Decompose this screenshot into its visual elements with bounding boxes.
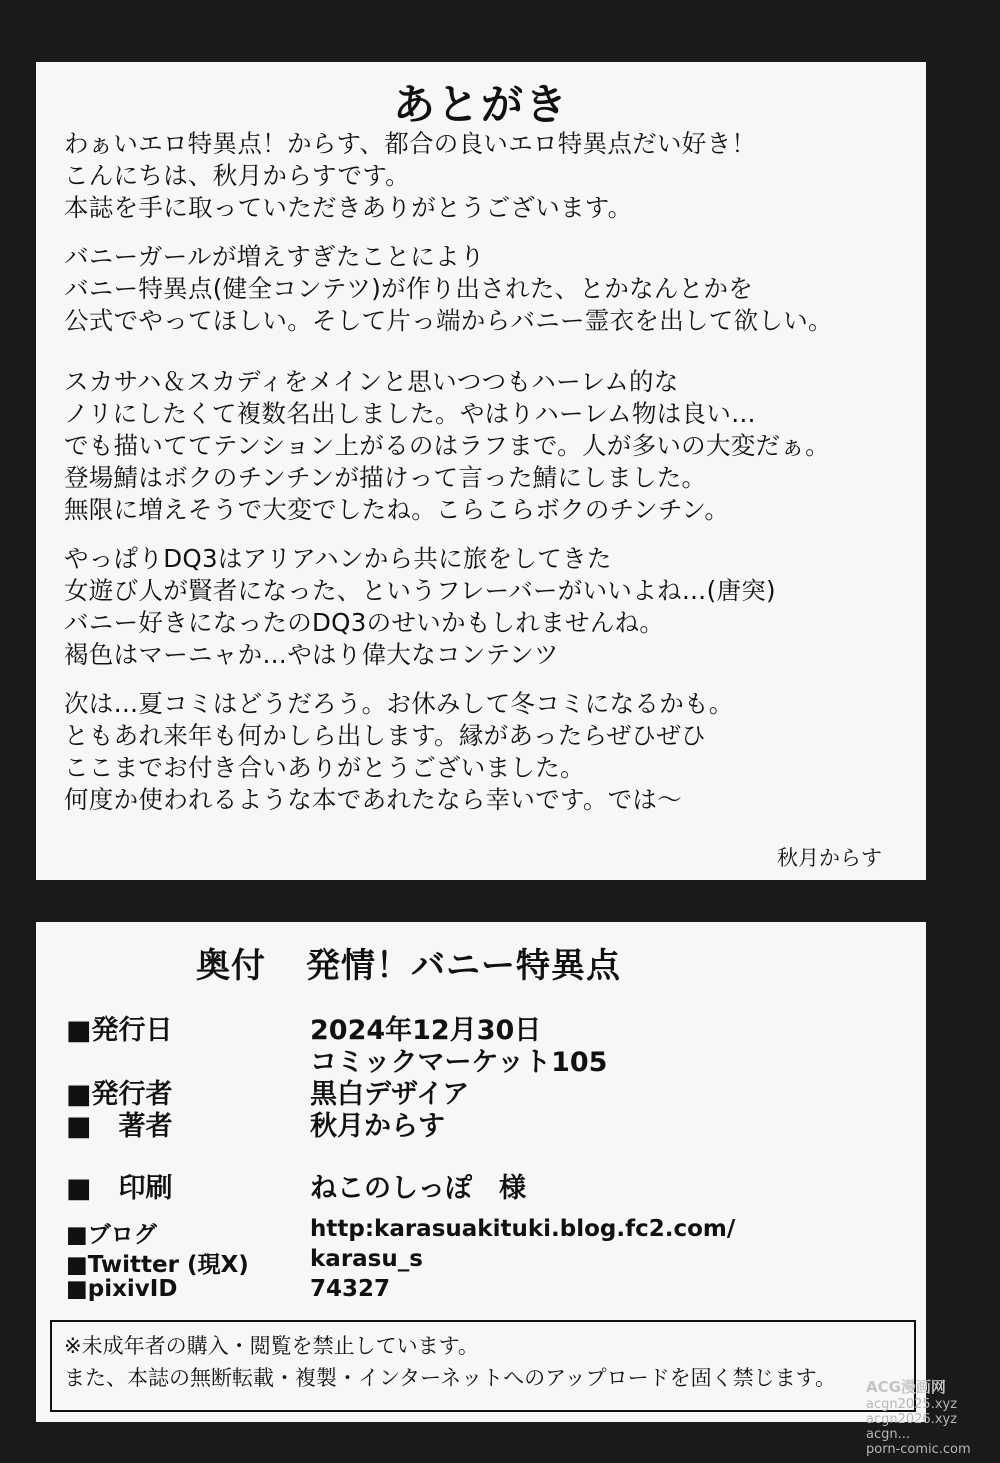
colophon-value: 2024年12月30日 (310, 1015, 542, 1046)
afterword-paragraph (64, 352, 924, 526)
age-restriction-notice (50, 1320, 916, 1412)
afterword-line: こんにちは、秋月からすです。 (64, 161, 410, 190)
afterword-line: スカサハ＆スカディをメインと思いつつもハーレム的な (64, 367, 679, 396)
afterword-line: 無限に増えそうで大変でしたね。こらこらボクのチンチン。 (64, 495, 730, 524)
book-title: 発情！バニー特異点 (306, 946, 621, 986)
afterword-line: ともあれ来年も何かしら出します。縁があったらぜひぜひ (64, 721, 706, 750)
blog-url: http:karasuakituki.blog.fc2.com/ (310, 1216, 736, 1242)
afterword-line: 何度か使われるような本であれたなら幸いです。では～ (64, 785, 683, 814)
afterword-body (64, 128, 924, 833)
watermark-logo: ACG漫画网 (866, 1378, 946, 1396)
afterword-line: バニー特異点(健全コンテツ)が作り出された、とかなんとかを (64, 274, 754, 303)
afterword-line: 本誌を手に取っていただきありがとうございます。 (64, 193, 633, 222)
afterword-line: やっぱりDQ3はアリアハンから共に旅をしてきた (64, 544, 612, 573)
colophon-title (196, 938, 621, 987)
colophon-label: ■ブログ (66, 1222, 157, 1248)
colophon-value: ねこのしっぽ 様 (310, 1173, 526, 1204)
afterword-line: バニーガールが増えすぎたことにより (64, 242, 485, 271)
afterword-line: ノリにしたくて複数名出しました。やはりハーレム物は良い… (64, 399, 756, 428)
watermark-line: acgn2026.xyz (866, 1412, 958, 1427)
afterword-line: わぁいエロ特異点！からす、都合の良いエロ特異点だい好き！ (64, 129, 757, 158)
afterword-line: 次は…夏コミはどうだろう。お休みして冬コミになるかも。 (64, 689, 734, 718)
watermark-line: porn-comic.com (866, 1442, 971, 1457)
afterword-signature: 秋月からす (777, 846, 882, 870)
afterword-line: バニー好きになったのDQ3のせいかもしれませんね。 (64, 608, 665, 637)
pixiv-id: 74327 (310, 1276, 391, 1302)
colophon-label: ■ 印刷 (66, 1173, 173, 1204)
notice-line: ※未成年者の購入・閲覧を禁止しています。 (64, 1334, 479, 1358)
colophon-title-label: 奥付 (196, 946, 266, 986)
afterword-line: でも描いててテンション上がるのはラフまで。人が多いの大変だぁ。 (64, 431, 830, 460)
afterword-paragraph (64, 688, 924, 816)
colophon-panel (36, 922, 926, 1422)
afterword-paragraph (64, 241, 924, 337)
afterword-panel (36, 62, 926, 880)
colophon-label: ■発行者 (66, 1079, 173, 1110)
watermark-line: acgn... (866, 1427, 911, 1442)
notice-line: また、本誌の無断転載・複製・インターネットへのアップロードを固く禁じます。 (64, 1366, 836, 1390)
colophon-value: 黒白デザイア (310, 1079, 470, 1110)
colophon-value: コミックマーケット105 (310, 1047, 608, 1078)
site-watermark (866, 1380, 974, 1457)
afterword-line: 褐色はマーニャか…やはり偉大なコンテンツ (64, 640, 559, 669)
colophon-label: ■Twitter (現X) (66, 1252, 249, 1278)
afterword-title: あとがき (392, 80, 569, 129)
afterword-line: ここまでお付き合いありがとうございました。 (64, 753, 585, 782)
afterword-line: 公式でやってほしい。そして片っ端からバニー霊衣を出して欲しい。 (64, 306, 833, 335)
afterword-paragraph (64, 543, 924, 671)
afterword-line: 登場鯖はボクのチンチンが描けって言った鯖にしました。 (64, 463, 707, 492)
twitter-handle: karasu_s (310, 1246, 423, 1272)
colophon-label: ■発行日 (66, 1015, 173, 1046)
watermark-line: acgn2025.xyz (866, 1397, 958, 1412)
colophon-label: ■ 著者 (66, 1111, 173, 1142)
colophon-value: 秋月からす (310, 1111, 445, 1142)
colophon-label: ■pixivID (66, 1276, 178, 1302)
afterword-line: 女遊び人が賢者になった、というフレーバーがいいよね…(唐突) (64, 576, 776, 605)
afterword-paragraph (64, 128, 924, 224)
afterword-line (64, 352, 924, 366)
